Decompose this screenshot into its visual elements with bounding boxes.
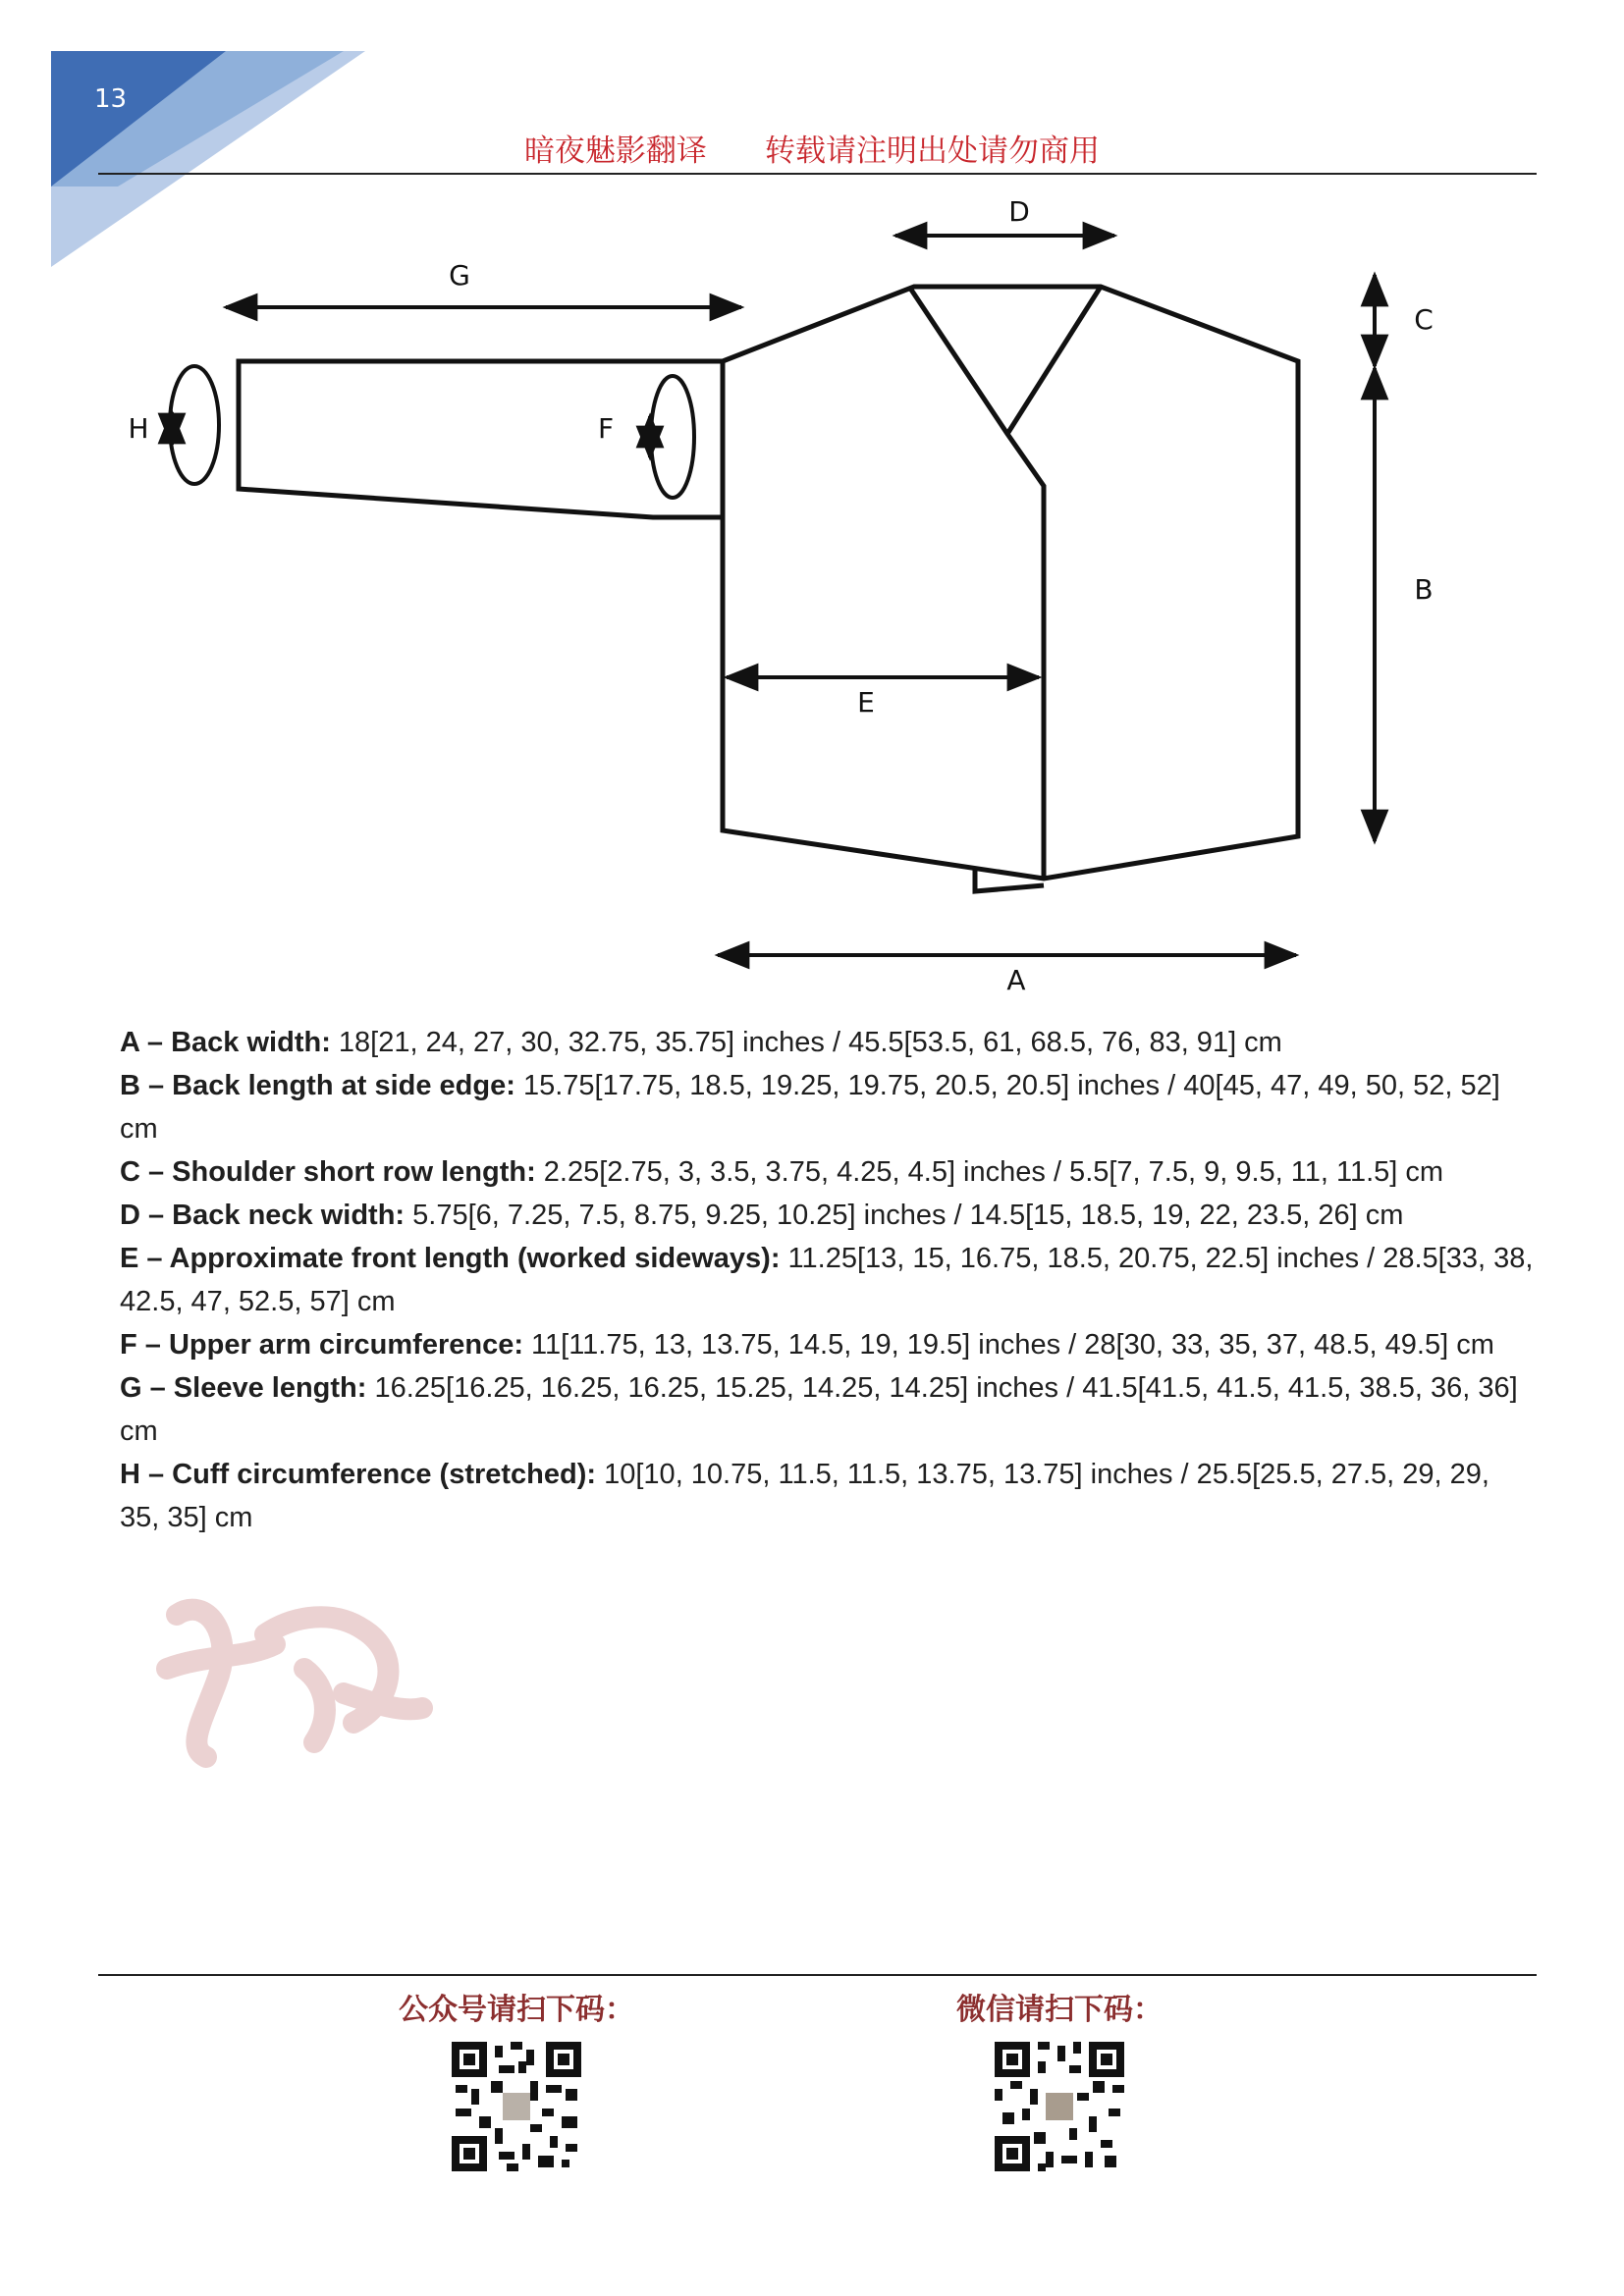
body-outline <box>723 287 1298 879</box>
spec-label: D – Back neck width: <box>120 1200 406 1231</box>
label-g: G <box>449 259 470 292</box>
spec-label: E – Approximate front length (worked sideways): <box>120 1243 781 1274</box>
label-f: F <box>597 412 615 445</box>
spec-e <box>120 1237 1534 1323</box>
spec-value: 11[11.75, 13, 13.75, 14.5, 19, 19.5] inches / 28[30, 33, 35, 37, 48.5, 49.5] cm <box>522 1329 1494 1361</box>
label-h: H <box>128 412 149 445</box>
dimension-h-ellipse <box>170 366 219 484</box>
brush-watermark <box>147 1575 442 1772</box>
spec-value: 5.75[6, 7.25, 7.5, 8.75, 9.25, 10.25] inches / 14.5[15, 18.5, 19, 22, 23.5, 26] cm <box>405 1200 1404 1231</box>
schematic-diagram <box>98 187 1537 1001</box>
footer-left <box>369 1985 664 2171</box>
spec-a <box>120 1021 1534 1064</box>
header-text: 暗夜魅影翻译 转载请注明出处请勿商用 <box>523 133 1101 169</box>
footer-rule <box>98 1974 1537 1976</box>
qr-code-icon[interactable] <box>995 2042 1124 2171</box>
header-rule <box>98 173 1537 175</box>
page-number: 13 <box>94 84 128 114</box>
dimension-f-ellipse <box>651 376 694 498</box>
spec-g <box>120 1366 1534 1453</box>
spec-b <box>120 1064 1534 1150</box>
spec-f <box>120 1323 1534 1366</box>
spec-label: H – Cuff circumference (stretched): <box>120 1459 597 1490</box>
spec-label: F – Upper arm circumference: <box>120 1329 523 1361</box>
measurement-list <box>120 1021 1534 1539</box>
spec-value: 18[21, 24, 27, 30, 32.75, 35.75] inches / 45.5[53.5, 61, 68.5, 76, 83, 91] cm <box>330 1027 1282 1058</box>
spec-label: B – Back length at side edge: <box>120 1070 515 1101</box>
spec-label: G – Sleeve length: <box>120 1372 367 1404</box>
qr-code-icon[interactable] <box>452 2042 581 2171</box>
qr-left-title: 公众号请扫下码： <box>399 1993 634 2027</box>
spec-d <box>120 1194 1534 1237</box>
footer-right <box>912 1985 1207 2171</box>
spec-value: 15.75[17.75, 18.5, 19.25, 19.75, 20.5, 20.5] inches / 40[45, 47, 49, 50, 52, 52] cm <box>120 1070 1500 1145</box>
spec-c <box>120 1150 1534 1194</box>
spec-h <box>120 1453 1534 1539</box>
spec-value: 16.25[16.25, 16.25, 16.25, 15.25, 14.25, 14.25] inches / 41.5[41.5, 41.5, 41.5, 38.5, 36, 36] cm <box>120 1372 1518 1447</box>
front-edge <box>909 287 1044 879</box>
spec-value: 11.25[13, 15, 16.75, 18.5, 20.75, 22.5] inches / 28.5[33, 38, 42.5, 47, 52.5, 57] cm <box>120 1243 1534 1317</box>
label-c: C <box>1414 303 1434 336</box>
label-a: A <box>1006 964 1026 996</box>
spec-value: 10[10, 10.75, 11.5, 11.5, 13.75, 13.75] inches / 25.5[25.5, 27.5, 29, 29, 35, 35] cm <box>120 1459 1489 1533</box>
spec-label: A – Back width: <box>120 1027 331 1058</box>
label-e: E <box>857 686 875 719</box>
label-d: D <box>1008 195 1030 228</box>
spec-label: C – Shoulder short row length: <box>120 1156 536 1188</box>
qr-right-title: 微信请扫下码： <box>956 1993 1163 2027</box>
spec-value: 2.25[2.75, 3, 3.5, 3.75, 4.25, 4.5] inches / 5.5[7, 7.5, 9, 9.5, 11, 11.5] cm <box>535 1156 1444 1188</box>
label-b: B <box>1414 573 1434 606</box>
neck-v <box>1007 287 1101 434</box>
